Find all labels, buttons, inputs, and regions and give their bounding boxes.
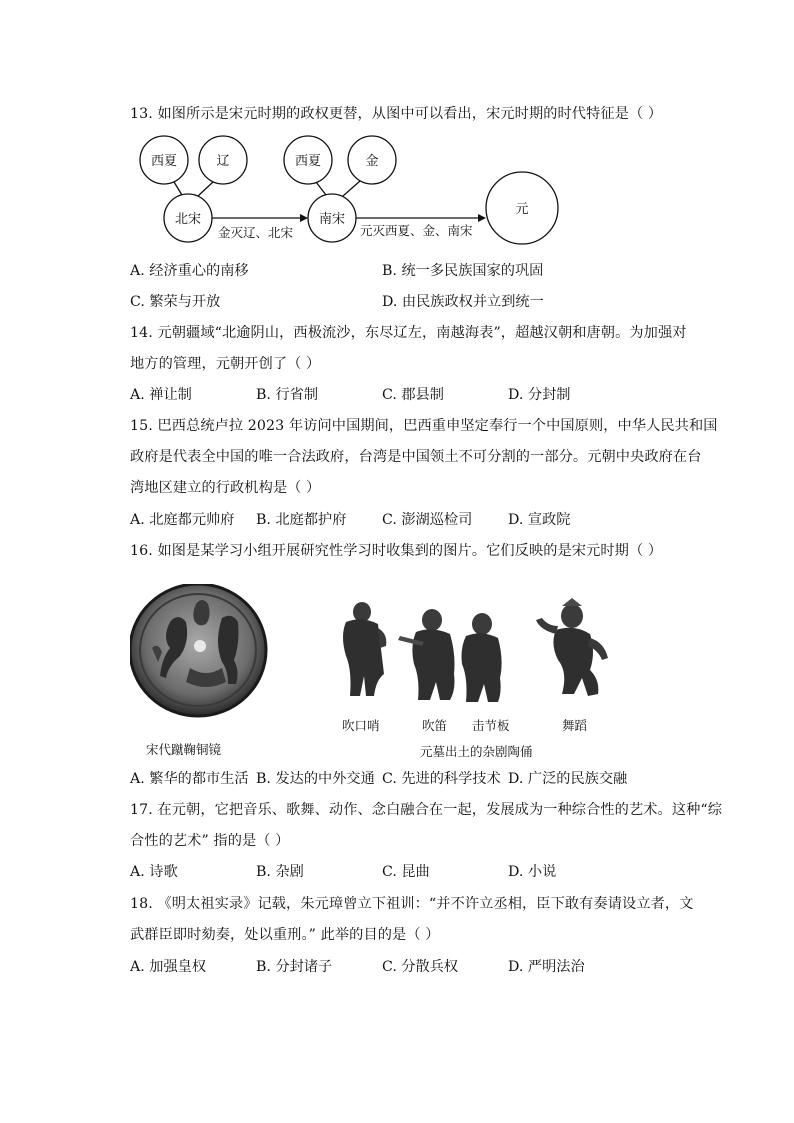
arrow-label-2: 元灭西夏、金、南宋: [360, 223, 473, 238]
q17-stem-line-2: 合性的艺术” 指的是（ ）: [130, 833, 290, 849]
figure-caption-dancing: 舞蹈: [562, 718, 588, 733]
liao-label: 辽: [216, 154, 230, 169]
q18-stem-line-2: 武群臣即时劾奏，处以重刑。” 此举的目的是（ ）: [130, 927, 440, 943]
figurine-whistling: [343, 602, 386, 696]
q15-option-d[interactable]: D. 宣政院: [508, 512, 571, 528]
q18-option-c[interactable]: C. 分散兵权: [382, 959, 459, 975]
q13-option-c[interactable]: C. 繁荣与开放: [130, 294, 221, 310]
q18-option-d[interactable]: D. 严明法治: [508, 959, 585, 975]
q17-option-c[interactable]: C. 昆曲: [382, 864, 430, 880]
q14-stem-line-2: 地方的管理，元朝开创了（ ）: [130, 356, 321, 372]
q15-option-b[interactable]: B. 北庭都护府: [256, 512, 347, 528]
figure-caption-clapper: 击节板: [472, 718, 510, 733]
q13-option-b[interactable]: B. 统一多民族国家的巩固: [382, 263, 544, 279]
q13-stem: 13. 如图所示是宋元时期的政权更替，从图中可以看出，宋元时期的时代特征是（ ）: [130, 106, 663, 122]
yuan-label: 元: [515, 202, 529, 217]
figurine-clapper: [462, 613, 502, 702]
q18-option-b[interactable]: B. 分封诸子: [256, 959, 333, 975]
q16-stem: 16. 如图是某学习小组开展研究性学习时收集到的图片。它们反映的是宋元时期（ ）: [130, 543, 663, 559]
q18-option-a[interactable]: A. 加强皇权: [130, 959, 207, 975]
zaju-pottery-figurines-image: [343, 598, 608, 702]
q17-option-b[interactable]: B. 杂剧: [256, 864, 304, 880]
q13-regime-diagram: [130, 134, 570, 246]
q15-stem-line-1: 15. 巴西总统卢拉 2023 年访问中国期间，巴西重申坚定奉行一个中国原则，中华人民共和国: [130, 418, 718, 434]
q16-option-b[interactable]: B. 发达的中外交通: [256, 771, 375, 787]
xixia-label-2: 西夏: [294, 154, 322, 169]
q14-option-d[interactable]: D. 分封制: [508, 387, 571, 403]
beisong-label: 北宋: [174, 212, 202, 227]
cuju-bronze-mirror-image: [130, 584, 266, 716]
figurine-dancing: [536, 598, 608, 696]
q17-option-d[interactable]: D. 小说: [508, 864, 557, 880]
mirror-caption: 宋代蹴鞠铜镜: [146, 742, 222, 757]
arrow-head-1: [300, 214, 308, 222]
q13-option-d[interactable]: D. 由民族政权并立到统一: [382, 294, 544, 310]
q14-option-a[interactable]: A. 禅让制: [130, 387, 192, 403]
q16-option-d[interactable]: D. 广泛的民族交融: [508, 771, 628, 787]
q15-stem-line-3: 湾地区建立的行政机构是（ ）: [130, 480, 321, 496]
arrow-head-2: [478, 214, 486, 222]
q15-stem-line-2: 政府是代表全中国的唯一合法政府，台湾是中国领土不可分割的一部分。元朝中央政府在台: [130, 449, 702, 465]
q14-option-b[interactable]: B. 行省制: [256, 387, 319, 403]
q15-option-a[interactable]: A. 北庭都元帅府: [130, 512, 235, 528]
figurines-caption: 元墓出土的杂剧陶俑: [420, 744, 533, 759]
q17-stem-line-1: 17. 在元朝，它把音乐、歌舞、动作、念白融合在一起，发展成为一种综合性的艺术。这种“综: [130, 802, 723, 818]
figurine-flute: [398, 609, 455, 700]
nansong-label: 南宋: [318, 212, 346, 227]
q15-option-c[interactable]: C. 澎湖巡检司: [382, 512, 473, 528]
arrow-label-1: 金灭辽、北宋: [218, 225, 294, 240]
q17-option-a[interactable]: A. 诗歌: [130, 864, 178, 880]
q16-option-a[interactable]: A. 繁华的都市生活: [130, 771, 249, 787]
jin-label: 金: [365, 154, 379, 169]
figure-caption-whistling: 吹口哨: [342, 718, 380, 733]
xixia-label-1: 西夏: [150, 154, 178, 169]
q16-images: [130, 584, 650, 762]
q16-option-c[interactable]: C. 先进的科学技术: [382, 771, 501, 787]
q14-option-c[interactable]: C. 郡县制: [382, 387, 444, 403]
q13-option-a[interactable]: A. 经济重心的南移: [130, 263, 249, 279]
figure-caption-flute: 吹笛: [422, 718, 448, 733]
q18-stem-line-1: 18. 《明太祖实录》记载，朱元璋曾立下祖训：“并不许立丞相，臣下敢有奏请设立者，文: [130, 896, 694, 912]
q14-stem-line-1: 14. 元朝疆域“北逾阴山，西极流沙，东尽辽左，南越海表”，超越汉朝和唐朝。为加强对: [130, 325, 687, 341]
